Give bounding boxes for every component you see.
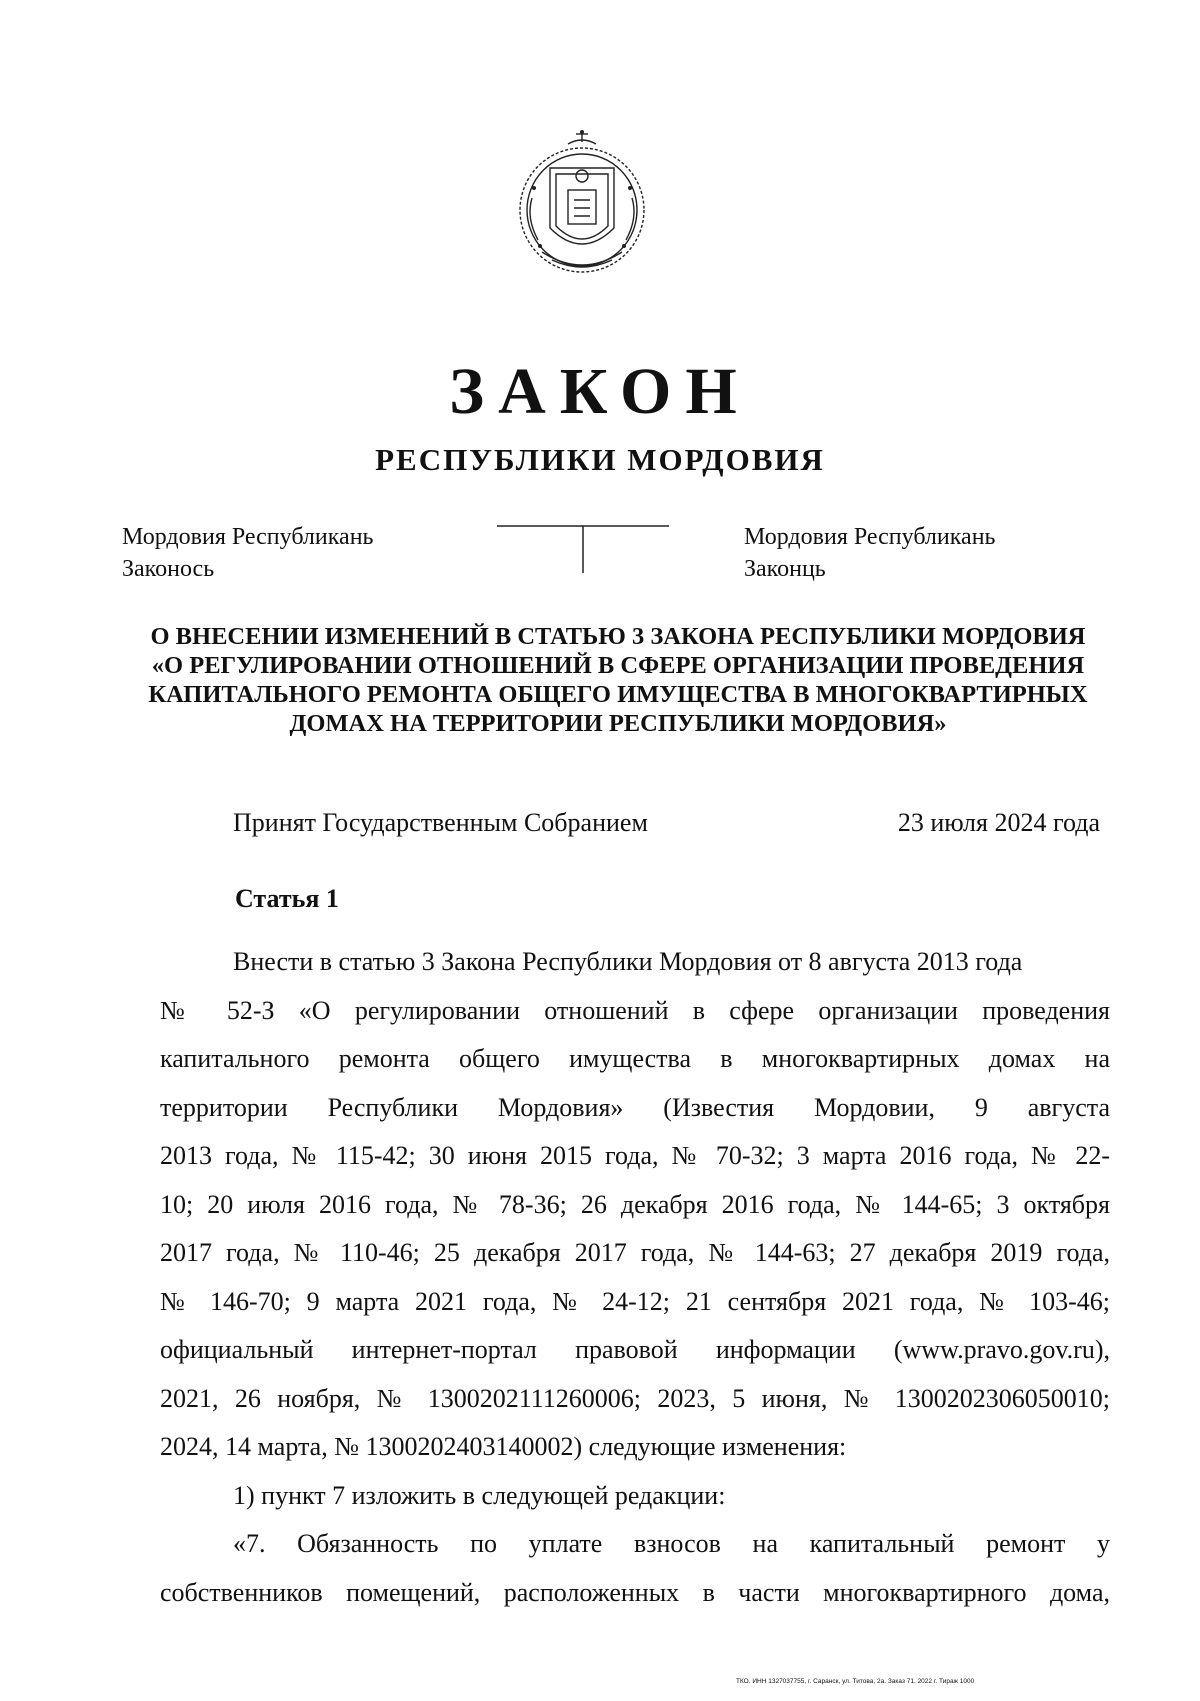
moksha-left-line: Мордовия Республикань <box>122 524 374 550</box>
heading-line: КАПИТАЛЬНОГО РЕМОНТА ОБЩЕГО ИМУЩЕСТВА В МНОГОКВАРТИРНЫХ <box>148 681 1088 708</box>
article-title: Статья 1 <box>235 884 339 913</box>
body-line: «7. Обязанность по уплате взносов на капитальный ремонт у <box>233 1529 1110 1558</box>
body-line: территории Республики Мордовия» (Известия Мордовии, 9 августа <box>160 1092 1110 1122</box>
body-line: № 146-70; 9 марта 2021 года, № 24-12; 21 сентября 2021 года, № 103-46; <box>160 1286 1110 1316</box>
coat-of-arms-emblem <box>512 128 652 280</box>
body-line: 10; 20 июля 2016 года, № 78-36; 26 декабря 2016 года, № 144-65; 3 октября <box>160 1189 1110 1219</box>
adopted-date: 23 июля 2024 года <box>897 808 1100 837</box>
body-line: Внести в статью 3 Закона Республики Мордовия от 8 августа 2013 года <box>233 947 1023 976</box>
heading-line: «О РЕГУЛИРОВАНИИ ОТНОШЕНИЙ В СФЕРЕ ОРГАНИЗАЦИИ ПРОВЕДЕНИЯ <box>151 652 1085 679</box>
printer-imprint: ТКО. ИНН 1327037755, г. Саранск, ул. Титова, 2а. Заказ 71. 2022 г. Тираж 1000 <box>736 1678 975 1685</box>
body-line: собственников помещений, расположенных в части многоквартирного дома, <box>160 1577 1110 1607</box>
moksha-title-right <box>744 521 995 585</box>
law-title: ЗАКОН <box>449 355 751 428</box>
body-line: 2021, 26 ноября, № 1300202111260006; 2023, 5 июня, № 1300202306050010; <box>160 1383 1110 1413</box>
body-line: 1) пункт 7 изложить в следующей редакции: <box>233 1480 726 1510</box>
body-line: капитального ремонта общего имущества в многоквартирных домах на <box>160 1044 1110 1073</box>
law-subtitle: РЕСПУБЛИКИ МОРДОВИЯ <box>375 442 825 477</box>
adopted-by: Принят Государственным Собранием <box>233 808 648 837</box>
moksha-right-line: Мордовия Республикань <box>744 524 996 550</box>
body-line: № 52-З «О регулировании отношений в сфере организации проведения <box>160 995 1110 1025</box>
law-heading <box>120 622 1116 738</box>
body-line: 2017 года, № 110-46; 25 декабря 2017 года, № 144-63; 27 декабря 2019 года, <box>160 1238 1110 1267</box>
body-line: 2013 года, № 115-42; 30 июня 2015 года, № 70-32; 3 марта 2016 года, № 22- <box>160 1141 1110 1170</box>
heading-line: О ВНЕСЕНИИ ИЗМЕНЕНИЙ В СТАТЬЮ 3 ЗАКОНА РЕСПУБЛИКИ МОРДОВИЯ <box>150 623 1086 650</box>
law-number-field <box>497 525 669 573</box>
body-line: 2024, 14 марта, № 1300202403140002) следующие изменения: <box>160 1432 847 1461</box>
heading-line: ДОМАХ НА ТЕРРИТОРИИ РЕСПУБЛИКИ МОРДОВИЯ» <box>289 710 947 737</box>
article-body <box>160 938 1110 1617</box>
moksha-left-line: Законось <box>122 556 215 582</box>
moksha-title-left <box>122 521 373 585</box>
body-line: официальный интернет-портал правовой информации (www.pravo.gov.ru), <box>160 1335 1110 1364</box>
moksha-right-line: Законць <box>744 556 826 582</box>
